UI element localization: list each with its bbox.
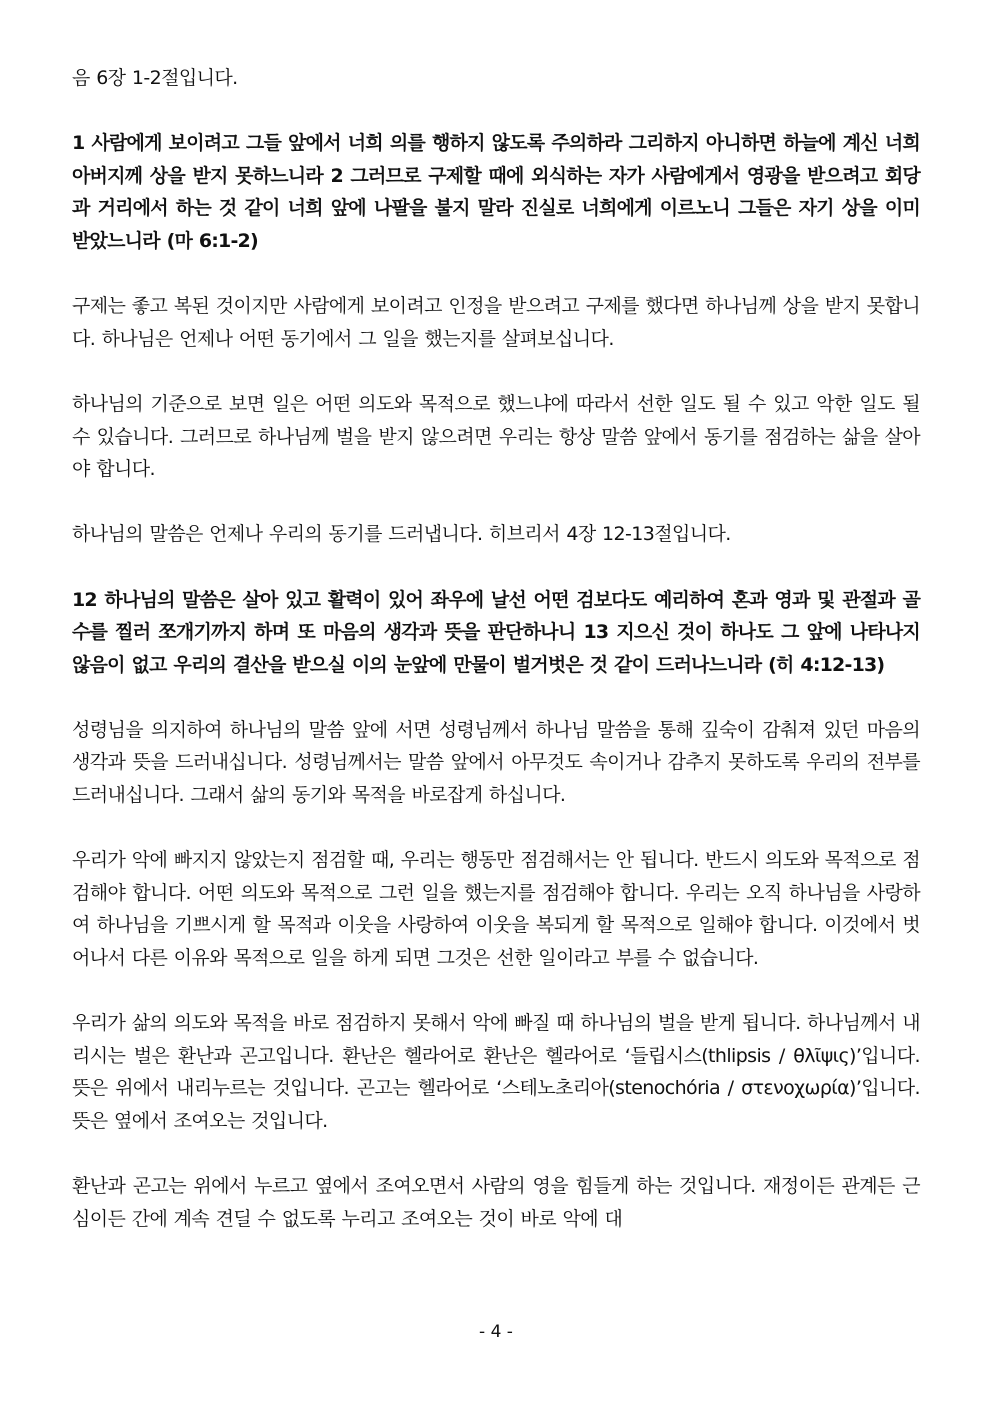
paragraph: 우리가 삶의 의도와 목적을 바로 점검하지 못해서 악에 빠질 때 하나님의 벌을 받게 됩니다. 하나님께서 내리시는 벌은 환난과 곤고입니다. 환난은 헬라어로 환난은 헬라어로 ‘들립시스(thlipsis / θλῖψις)’입니다. 뜻은 위에서 내리누르는 것입니다. 곤고는 헬라어로 ‘스테노초리아(stenochória / στενοχωρία)’입니다. 뜻은 옆에서 조여오는 것입니다. [72,1012,920,1132]
scripture-quote-hebrews: 12 하나님의 말씀은 살아 있고 활력이 있어 좌우에 날선 어떤 검보다도 예리하여 혼과 영과 및 관절과 골수를 찔러 쪼개기까지 하며 또 마음의 생각과 뜻을 판단하나니 13 지으신 것이 하나도 그 앞에 나타나지 않음이 없고 우리의 결산을 받으실 이의 눈앞에 만물이 벌거벗은 것 같이 드러나느니라 (히 4:12-13) [72,588,920,676]
paragraph-intro: 음 6장 1-2절입니다. [72,67,238,89]
paragraph: 하나님의 기준으로 보면 일은 어떤 의도와 목적으로 했느냐에 따라서 선한 일도 될 수 있고 악한 일도 될 수 있습니다. 그러므로 하나님께 벌을 받지 않으려면 우리는 항상 말씀 앞에서 동기를 점검하는 삶을 살아야 합니다. [72,392,920,481]
paragraph: 하나님의 말씀은 언제나 우리의 동기를 드러냅니다. 히브리서 4장 12-13절입니다. [72,523,731,546]
page-number: - 4 - [479,1322,513,1342]
paragraph: 성령님을 의지하여 하나님의 말씀 앞에 서면 성령님께서 하나님 말씀을 통해 깊숙이 감춰져 있던 마음의 생각과 뜻을 드러내십니다. 성령님께서는 말씀 앞에서 아무것도 속이거나 감추지 못하도록 우리의 전부를 드러내십니다. 그래서 삶의 동기와 목적을 바로잡게 하십니다. [72,718,920,807]
paragraph: 우리가 악에 빠지지 않았는지 점검할 때, 우리는 행동만 점검해서는 안 됩니다. 반드시 의도와 목적으로 점검해야 합니다. 어떤 의도와 목적으로 그런 일을 했는지를 점검해야 합니다. 우리는 오직 하나님을 사랑하여 하나님을 기쁘시게 할 목적과 이웃을 사랑하여 이웃을 복되게 할 목적으로 일해야 합니다. 이것에서 벗어나서 다른 이유와 목적으로 일을 하게 되면 그것은 선한 일이라고 부를 수 없습니다. [72,849,920,970]
document-body [72,62,920,1235]
paragraph: 환난과 곤고는 위에서 누르고 옆에서 조여오면서 사람의 영을 힘들게 하는 것입니다. 재정이든 관계든 근심이든 간에 계속 견딜 수 없도록 누리고 조여오는 것이 바로 악에 대 [72,1175,920,1230]
paragraph: 구제는 좋고 복된 것이지만 사람에게 보이려고 인정을 받으려고 구제를 했다면 하나님께 상을 받지 못합니다. 하나님은 언제나 어떤 동기에서 그 일을 했는지를 살펴보십니다. [72,295,920,350]
scripture-quote-matthew: 1 사람에게 보이려고 그들 앞에서 너희 의를 행하지 않도록 주의하라 그리하지 아니하면 하늘에 계신 너희 아버지께 상을 받지 못하느니라 2 그러므로 구제할 때에 외식하는 자가 사람에게서 영광을 받으려고 회당과 거리에서 하는 것 같이 너희 앞에 나팔을 불지 말라 진실로 너희에게 이르노니 그들은 자기 상을 이미 받았느니라 (마 6:1-2) [72,132,920,252]
